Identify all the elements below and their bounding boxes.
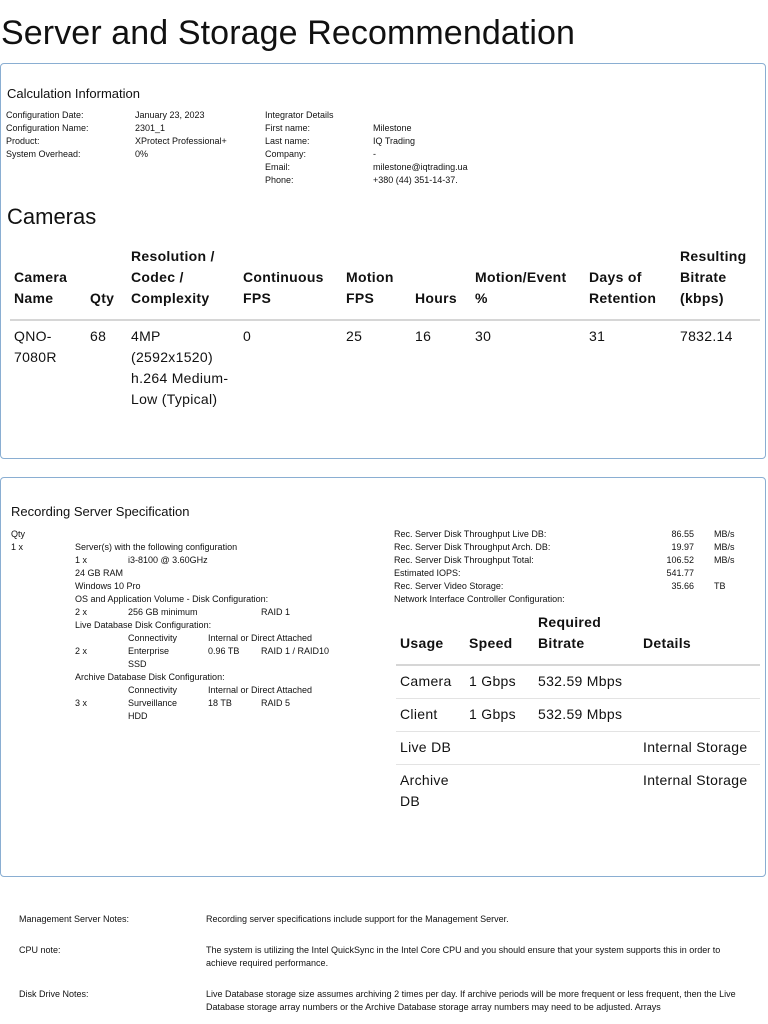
archive-disk-qty: 3 x (75, 698, 88, 708)
os-disk-size: 256 GB minimum (128, 607, 198, 617)
speed-cell (465, 732, 534, 765)
cameras-header-row (10, 246, 760, 320)
archive-connectivity-label: Connectivity (128, 685, 178, 695)
col-motion-event: Motion/Event % (471, 246, 585, 320)
col-days-retention: Days of Retention (585, 246, 676, 320)
qty-cell: 68 (90, 328, 107, 344)
days-retention-cell: 31 (589, 328, 606, 344)
resulting-bitrate-cell: 7832.14 (680, 328, 733, 344)
archive-disk-type: Surveillance (128, 698, 178, 708)
management-server-notes-text: Recording server specifications include support for the Management Server. (206, 914, 509, 924)
details-cell (639, 665, 760, 699)
os-disk-heading: OS and Application Volume - Disk Configuration: (75, 594, 269, 604)
page-title: Server and Storage Recommendation (1, 14, 576, 52)
live-disk-qty: 2 x (75, 646, 88, 656)
details-cell: Internal Storage (639, 732, 760, 765)
throughput-archive-label: Rec. Server Disk Throughput Arch. DB: (394, 542, 551, 552)
motion-fps-cell: 25 (346, 328, 363, 344)
first-name-label: First name: (265, 123, 311, 133)
motion-event-cell: 30 (475, 328, 492, 344)
throughput-live-label: Rec. Server Disk Throughput Live DB: (394, 529, 547, 539)
archive-db-heading: Archive Database Disk Configuration: (75, 672, 225, 682)
table-row (396, 665, 760, 699)
hours-cell: 16 (415, 328, 432, 344)
live-connectivity-label: Connectivity (128, 633, 178, 643)
speed-cell: 1 Gbps (465, 665, 534, 699)
archive-connectivity-value: Internal or Direct Attached (208, 685, 313, 695)
calculation-information-title: Calculation Information (7, 86, 140, 101)
throughput-total-value: 106.52 (666, 555, 694, 565)
video-storage-unit: TB (714, 581, 726, 591)
usage-header-row (396, 612, 760, 665)
disk-drive-notes-label: Disk Drive Notes: (19, 989, 89, 999)
usage-cell: Archive DB (400, 772, 449, 809)
col-camera-name: Camera Name (10, 246, 86, 320)
table-row (396, 765, 760, 819)
system-overhead-label: System Overhead: (6, 149, 81, 159)
product-label: Product: (6, 136, 40, 146)
phone-label: Phone: (265, 175, 294, 185)
email-value: milestone@iqtrading.ua (373, 162, 468, 172)
email-label: Email: (265, 162, 291, 172)
nic-config-label: Network Interface Controller Configuration: (394, 594, 565, 604)
integrator-details-heading: Integrator Details (265, 110, 334, 120)
first-name-value: Milestone (373, 123, 412, 133)
col-resolution: Resolution / Codec / Complexity (127, 246, 239, 320)
recording-server-title: Recording Server Specification (11, 504, 190, 519)
phone-value: +380 (44) 351-14-37. (373, 175, 458, 185)
live-db-heading: Live Database Disk Configuration: (75, 620, 212, 630)
network-usage-table (396, 612, 760, 818)
live-disk-size: 0.96 TB (208, 646, 240, 656)
usage-cell: Live DB (396, 732, 465, 765)
throughput-archive-value: 19.97 (671, 542, 694, 552)
estimated-iops-label: Estimated IOPS: (394, 568, 461, 578)
recording-server-panel (0, 477, 766, 877)
archive-disk-raid: RAID 5 (261, 698, 291, 708)
os-value: Windows 10 Pro (75, 581, 141, 591)
qty-label: Qty (11, 529, 26, 539)
server-config-line: Server(s) with the following configuration (75, 542, 238, 552)
os-disk-raid: RAID 1 (261, 607, 291, 617)
col-resulting-bitrate: Resulting Bitrate (kbps) (676, 246, 760, 320)
bitrate-cell (534, 732, 639, 765)
speed-cell: 1 Gbps (465, 699, 534, 732)
col-hours: Hours (411, 246, 471, 320)
cameras-table (10, 246, 760, 416)
estimated-iops-value: 541.77 (666, 568, 694, 578)
video-storage-label: Rec. Server Video Storage: (394, 581, 504, 591)
video-storage-value: 35.66 (671, 581, 694, 591)
os-disk-qty: 2 x (75, 607, 88, 617)
ram-value: 24 GB RAM (75, 568, 124, 578)
company-label: Company: (265, 149, 307, 159)
details-cell (639, 699, 760, 732)
resolution-cell: 4MP (2592x1520) h.264 Medium-Low (Typical) (131, 328, 229, 407)
bitrate-cell: 532.59 Mbps (534, 665, 639, 699)
archive-disk-size: 18 TB (208, 698, 232, 708)
col-usage: Usage (396, 612, 465, 665)
table-row (396, 699, 760, 732)
table-row (10, 320, 760, 416)
table-row (396, 732, 760, 765)
col-speed: Speed (465, 612, 534, 665)
cpu-value: i3-8100 @ 3.60GHz (128, 555, 208, 565)
throughput-total-unit: MB/s (714, 555, 735, 565)
col-required-bitrate: Required Bitrate (534, 612, 639, 665)
company-value: - (373, 149, 376, 159)
speed-cell (465, 765, 534, 819)
configuration-date-value: January 23, 2023 (135, 110, 205, 120)
col-details: Details (639, 612, 760, 665)
col-motion-fps: Motion FPS (342, 246, 411, 320)
system-overhead-value: 0% (135, 149, 149, 159)
camera-name-cell: QNO-7080R (14, 328, 57, 365)
live-disk-type-2: SSD (128, 659, 147, 669)
continuous-fps-cell: 0 (243, 328, 252, 344)
throughput-total-label: Rec. Server Disk Throughput Total: (394, 555, 534, 565)
live-connectivity-value: Internal or Direct Attached (208, 633, 313, 643)
bitrate-cell (534, 765, 639, 819)
usage-cell: Camera (396, 665, 465, 699)
throughput-live-value: 86.55 (671, 529, 694, 539)
usage-cell: Client (396, 699, 465, 732)
archive-disk-type-2: HDD (128, 711, 148, 721)
product-value: XProtect Professional+ (135, 136, 227, 146)
configuration-date-label: Configuration Date: (6, 110, 84, 120)
details-cell: Internal Storage (643, 772, 748, 788)
configuration-name-value: 2301_1 (135, 123, 166, 133)
cameras-title: Cameras (7, 204, 97, 229)
throughput-archive-unit: MB/s (714, 542, 735, 552)
cpu-qty: 1 x (75, 555, 88, 565)
cpu-note-text: The system is utilizing the Intel QuickSync in the Intel Core CPU and you should ensure that your system supports this in order to achieve required performance. (206, 945, 721, 968)
calculation-information-panel (0, 63, 766, 459)
configuration-name-label: Configuration Name: (6, 123, 89, 133)
col-qty: Qty (86, 246, 127, 320)
cpu-note-label: CPU note: (19, 945, 61, 955)
disk-drive-notes-text: Live Database storage size assumes archiving 2 times per day. If archive periods will be more frequent or less frequent, then the Live Database storage array numbers or the Archive Database storage array numbers may need to be adjusted. Arrays (206, 989, 736, 1012)
server-qty: 1 x (11, 542, 24, 552)
last-name-value: IQ Trading (373, 136, 416, 146)
live-disk-raid: RAID 1 / RAID10 (261, 646, 330, 656)
bitrate-cell: 532.59 Mbps (534, 699, 639, 732)
management-server-notes-label: Management Server Notes: (19, 914, 130, 924)
live-disk-type: Enterprise (128, 646, 170, 656)
throughput-live-unit: MB/s (714, 529, 735, 539)
col-continuous-fps: Continuous FPS (239, 246, 342, 320)
last-name-label: Last name: (265, 136, 310, 146)
